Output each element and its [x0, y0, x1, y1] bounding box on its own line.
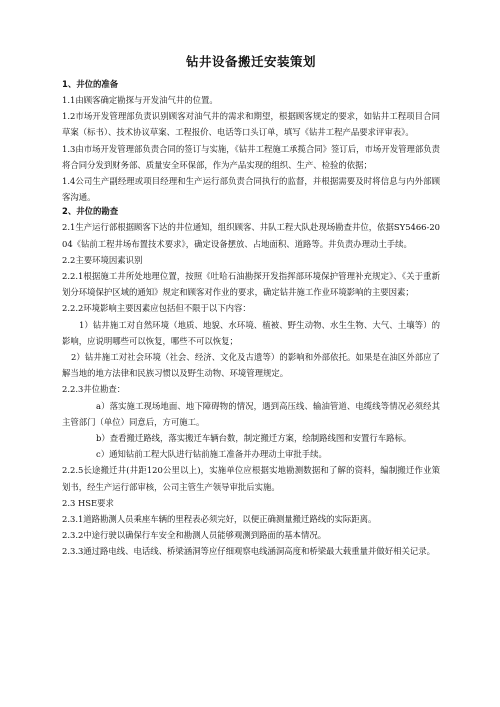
paragraph: 2.3.1道路勘测人员乘座车辆的里程表必须完好，以便正确测量搬迁路线的实际距离。 [62, 514, 377, 525]
paragraph: 1）钻井施工对自然环境（地质、地貌、水环境、植被、野生动物、水生生物、大气、土壤等）的影响，应说明哪些可以恢复，哪些不可以恢复； [62, 319, 440, 346]
paragraph: c）通知钻前工程大队进行钻前施工准备并办理动土审批手续。 [96, 449, 327, 460]
paragraph: 2.3 HSE要求 [62, 497, 114, 508]
paragraph: 2.2主要环境因素识别 [62, 254, 143, 265]
paragraph: 2.2.3井位勘查： [62, 384, 126, 395]
document-body [62, 78, 440, 560]
paragraph: 2.2.2环境影响主要因素应包括但不限于以下内容： [62, 303, 251, 314]
paragraph: 2.2.5长途搬迁井(井距120公里以上)，实施单位应根据实地勘测数据和了解的资料，编制搬迁作业策划书，经生产运行部审核，公司主管生产领导审批后实施。 [62, 465, 440, 492]
paragraph: 1.3由市场开发管理部负责合同的签订与实施，《钻井工程施工承揽合同》签订后，市场开发管理部负责将合同分发到财务部、质量安全环保部，作为产品实现的组织、生产、检验的依据； [62, 143, 440, 170]
document-title: 钻井设备搬迁安装策划 [185, 54, 316, 69]
paragraph: 1.4公司生产副经理或项目经理和生产运行部负责合同执行的监督，并根据需要及时将信息与内外部顾客沟通。 [62, 176, 440, 203]
paragraph: a）落实施工现场地面、地下障碍物的情况，遇到高压线、输油管道、电缆线等情况必须经其主管部门（单位）同意后，方可施工。 [62, 400, 440, 427]
paragraph: 2.3.3通过路电线、电话线、桥梁涵洞等应仔细观察电线涵洞高度和桥梁最大载重量并做好相关记录。 [62, 546, 436, 557]
paragraph: 2.3.2中途行驶以确保行车安全和勘测人员能够观测到路面的基本情况。 [62, 530, 327, 541]
section-heading: 1、井位的准备 [62, 79, 119, 89]
paragraph: b）查看搬迁路线，落实搬迁车辆台数，制定搬迁方案，绘制路线图和安置行车路标。 [96, 433, 412, 444]
paragraph: 2.2.1根据施工井所处地理位置，按照《吐哈石油勘探开发指挥部环境保护管理补充规定》、《关于重新划分环境保护区域的通知》规定和顾客对作业的要求，确定钻井施工作业环境影响的主要因素； [62, 271, 440, 298]
paragraph: 1.2市场开发管理部负责识别顾客对油气井的需求和期望，根据顾客规定的要求，如钻井工程项目合同草案（标书）、技术协议草案、工程报价、电话等口头订单，填写《钻井工程产品要求评审表》。 [62, 111, 440, 138]
paragraph: 2）钻井施工对社会环境（社会、经济、文化及古遗等）的影响和外部依托。如果是在油区外部应了解当地的地方法律和民族习惯以及野生动物、环境管理规定。 [62, 352, 440, 379]
paragraph: 2.1生产运行部根据顾客下达的井位通知，组织顾客、井队工程大队赴现场勘查井位，依据SY5466-2004《钻前工程井场布置技术要求》，确定设备摆放、占地面积、道路等。井负责办理动土手续。 [62, 222, 440, 249]
paragraph: 1.1由顾客确定勘探与开发油气井的位置。 [62, 95, 218, 105]
section-heading: 2、井位的勘查 [62, 206, 119, 217]
